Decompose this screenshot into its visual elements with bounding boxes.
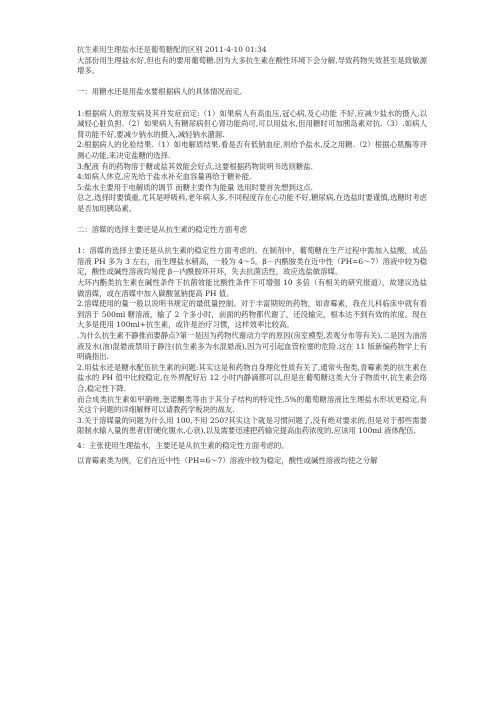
section-2-paragraph-7: 3.关于溶媒量的问题为什么用 100,不用 250?其实这个就是习惯问题了,没有绝对要求的,但是对于那些需要限制水输入量的患者(肝硬化腹水,心衰),以及需要迅速把药输完提高血药浓度的,应该用 100ml 液体配伍. <box>77 415 427 436</box>
section-2-paragraph-3: 2.溶媒使用的量一般以说明书规定的最低量控制。对于丰富期短的药物，如青霉素，我在儿科临床中就有看到溶于 500ml 糖溶液，输了 2 个多小时，前面的药物都代谢了，还没输完，根本达不到有效的浓度。现在大多是使用 100ml+抗生素，或许是治疗习惯，这样效率比较高。 <box>77 299 427 330</box>
section-2-paragraph-1: 1：溶媒的选择主要还是从抗生素的稳定性方面考虑的。在制剂中，葡萄糖在生产过程中需加入盐酸，成品溶液 PH 多为 3 左右，而生理盐水稍高，一般为 4～5。β－内酰胺类在近中性（PH=6～7）溶液中较为稳定，酸性或碱性溶液均易使 β－内酰胺环开环，失去抗菌活性，故应选盐做溶媒。 <box>77 246 427 277</box>
document-title: 抗生素用生理盐水还是葡萄糖配的区别 2011-4-10 01:34 <box>77 45 267 54</box>
section-2-paragraph-9: 以青霉素类为例，它们在近中性（PH=6～7）溶液中较为稳定，酸性或碱性溶液均使之分解 <box>77 455 378 465</box>
section-2-paragraph-8: 4：主张使用生理盐水，主要还是从抗生素的稳定性方面考虑的。 <box>77 440 289 450</box>
section-1-item-1: 1:根据病人的原发病及其并发症而定:（1）如果病人有高血压,冠心病,及心功能 不好,应减少盐水的摄入,以减轻心脏负担.（2）如果病人有糖尿病但心肾功能尚可,可以用盐水,但用糖时可加胰岛素对抗.（3）.如病人肾功能不好,要减少钠水的摄入,减轻钠水潴溜. <box>77 108 427 139</box>
section-2-paragraph-6: 而合成类抗生素如甲硝唑,奎诺酮类等由于其分子结构的特定性,5%的葡萄糖溶液比生理盐水形状更稳定,有关这个问题的详细解释可以请教药学板块的战友. <box>77 394 427 415</box>
section-2-paragraph-4: .为什么抗生素不静推而要静点?第一是因为药物代谢动力学的原因(房室模型,表观分布等有关),二是因为油溶液及水(油)混悬液禁用于静注(抗生素多为水混悬液),因为可引起血管栓塞的危险.这在 11 版新编药物学上有明确指出. <box>77 331 427 362</box>
section-2-paragraph-5: 2.用盐水还是糖水配伍抗生素的问题:其实这是和药物自身理化性质有关了,通常头孢类,青霉素类的抗生素在盐水的 PH 值中比较稳定,在外界配好后 12 小时内静滴都可以,但是在葡萄糖这类大分子物质中,抗生素会络合,稳定性下降. <box>77 362 427 393</box>
intro-paragraph: 大部份用生理盐水好,但也有的要用葡萄糖.因为大多抗生素在酸性环境下会分解,导致药物失效甚至是致敏源增多。 <box>77 55 427 76</box>
document-body <box>77 45 427 466</box>
section-1-item-2: 2:根据病人的化验结果.（1）如电解质结果.看是否有低钠血症,则给予盐水,反之用糖.（2）根据心肌酶等评测心功能,来决定盐糖的选择. <box>77 140 427 160</box>
section-2-paragraph-2: 大环内酯类抗生素在碱性条件下抗菌效能比酸性条件下可增强 10 多倍（有相关的研究报道），故建议选盐做溶媒，或在溶媒中加入碳酸氢钠提高 PH 值。 <box>77 278 427 298</box>
section-1-item-5: 5:盐水主要用于电解质的调节 而糖主要作为能量 选用时要首先想到这点. <box>77 182 313 192</box>
section-1-summary: 总之,选择时要慎重,尤其是呼吸科,老年病人多,不同程度存在心功能不好,糖尿病,在选盐时要谨慎,选糖时考虑是否加用胰岛素。 <box>77 193 427 213</box>
section-1-item-4: 4:如病人休克,应先给于盐水补充血容量再给于糖补能. <box>77 172 252 182</box>
section-1-heading: 一：用糖水还是用盐水要根据病人的具体情况而定. <box>77 87 242 97</box>
section-2-heading: 二：溶媒的选择主要还是从抗生素的稳定性方面考虑 <box>77 225 247 235</box>
section-1-item-3: 3:配液 有的药物溶于糖或盐其效能会好点,这要根据药物说明书选则糖盐. <box>77 161 313 171</box>
